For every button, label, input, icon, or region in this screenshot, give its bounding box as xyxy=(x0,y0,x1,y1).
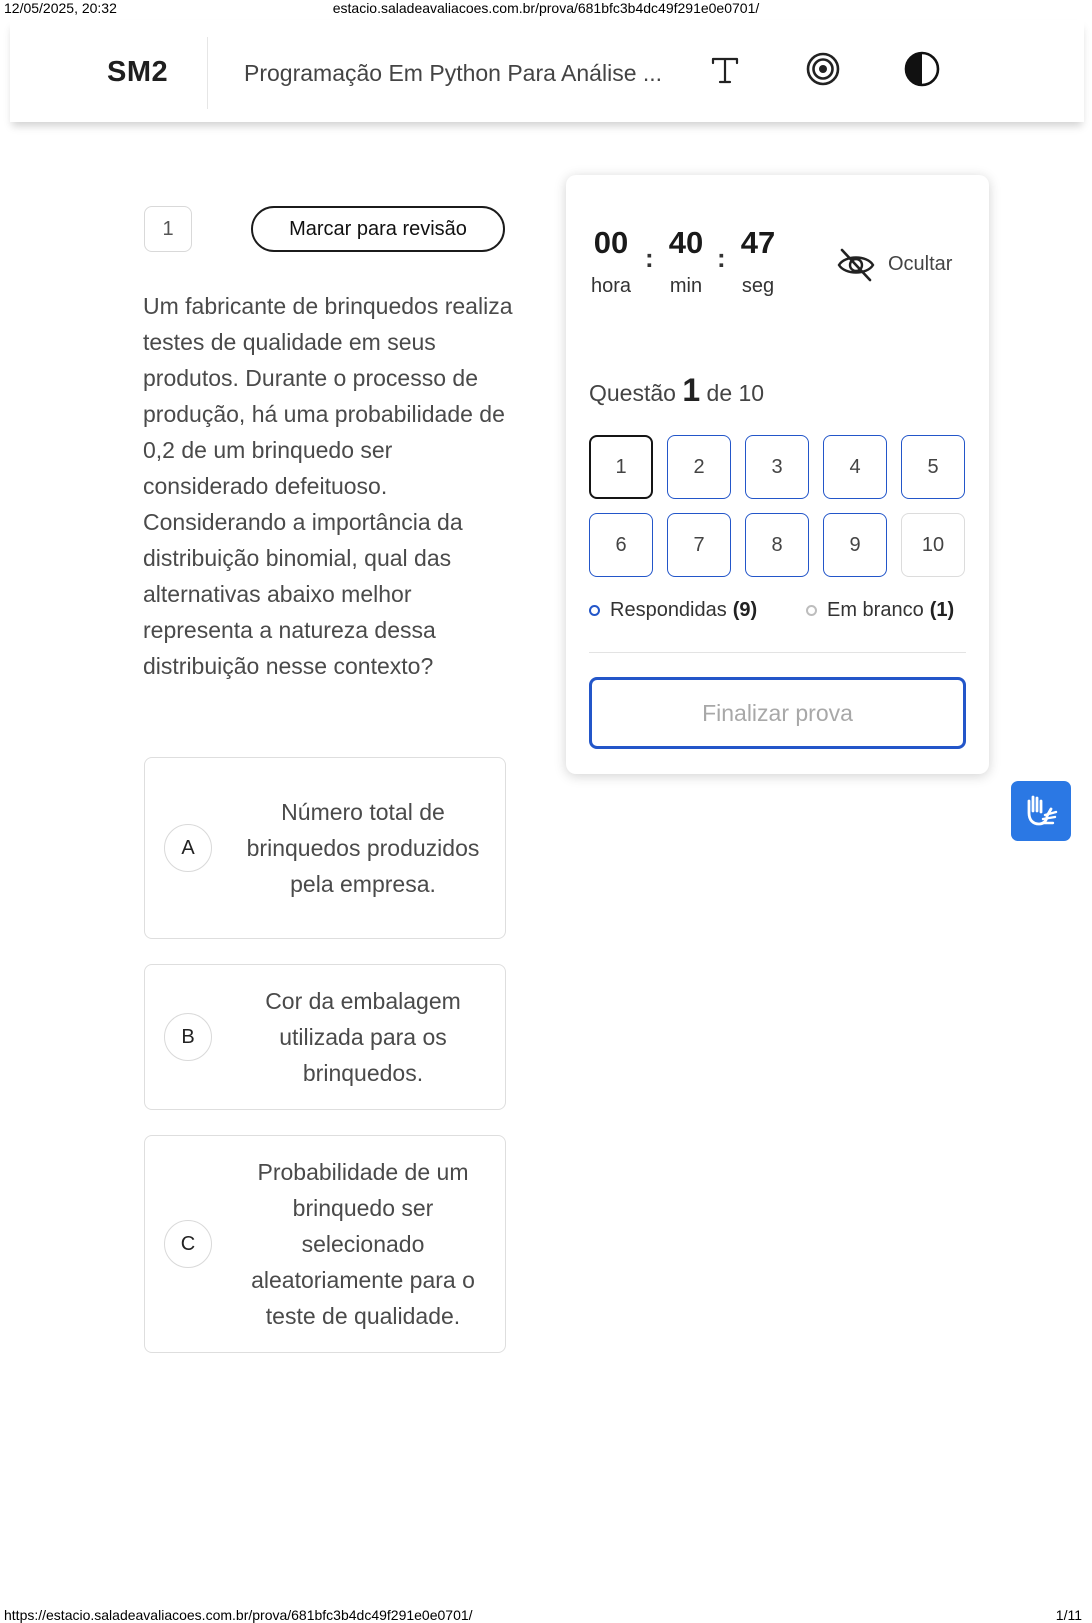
question-nav-button[interactable]: 1 xyxy=(589,435,653,499)
blank-dot-icon xyxy=(806,605,817,616)
legend-answered xyxy=(589,599,757,622)
legend-answered-label: Respondidas xyxy=(610,599,727,621)
legend-blank-count: (1) xyxy=(929,599,955,621)
brand-logo[interactable]: SM2 xyxy=(107,56,169,88)
legend-answered-count: (9) xyxy=(732,599,758,621)
sign-language-button[interactable] xyxy=(1011,781,1071,841)
hide-timer-toggle[interactable] xyxy=(836,245,966,285)
question-nav-button[interactable]: 8 xyxy=(745,513,809,577)
print-header xyxy=(0,0,1092,16)
question-nav-button[interactable]: 9 xyxy=(823,513,887,577)
panel-divider xyxy=(589,652,966,653)
mark-for-review-button[interactable]: Marcar para revisão xyxy=(251,206,505,252)
question-nav-button[interactable]: 4 xyxy=(823,435,887,499)
question-progress-suffix: de 10 xyxy=(706,380,765,406)
print-footer-url: https://estacio.saladeavaliacoes.com.br/prova/681bfc3b4dc49f291e0e0701/ xyxy=(4,1607,473,1623)
finish-exam-button[interactable]: Finalizar prova xyxy=(589,677,966,749)
hide-timer-label: Ocultar xyxy=(888,253,953,275)
text-size-icon[interactable] xyxy=(706,50,744,88)
question-nav-button[interactable]: 7 xyxy=(667,513,731,577)
timer-hours: 00 xyxy=(593,225,629,260)
timer-minutes-label: min xyxy=(669,275,703,297)
timer-hours-label: hora xyxy=(590,275,632,297)
option-text: Probabilidade de um brinquedo ser selecionado aleatoriamente para o teste de qualidade. xyxy=(251,1159,475,1329)
answered-dot-icon xyxy=(589,605,600,616)
option-letter: B xyxy=(164,1013,212,1061)
question-nav-button[interactable]: 2 xyxy=(667,435,731,499)
target-icon[interactable] xyxy=(804,50,842,88)
timer-separator: : xyxy=(717,243,726,273)
option-letter: A xyxy=(164,824,212,872)
question-nav-button[interactable]: 5 xyxy=(901,435,965,499)
question-statement: Um fabricante de brinquedos realiza testes de qualidade em seus produtos. Durante o processo de produção, há uma probabilidade de 0,2 de um brinquedo ser considerado defeituoso. Considerando a importância da distribuição binomial, qual das alternativas abaixo melhor representa a natureza dessa distribuição nesse contexto? xyxy=(143,293,513,679)
legend-blank xyxy=(806,599,954,622)
option-c[interactable] xyxy=(144,1135,506,1353)
option-b[interactable] xyxy=(144,964,506,1110)
question-progress-current: 1 xyxy=(682,372,701,408)
contrast-icon[interactable] xyxy=(903,50,941,88)
eye-off-icon xyxy=(836,245,876,290)
timer-minutes: 40 xyxy=(668,225,704,260)
course-title: Programação Em Python Para Análise ... xyxy=(244,60,663,86)
question-nav-button[interactable]: 10 xyxy=(901,513,965,577)
question-progress-prefix: Questão xyxy=(589,380,676,406)
app-header xyxy=(10,20,1084,122)
timer-separator: : xyxy=(645,243,654,273)
print-url: estacio.saladeavaliacoes.com.br/prova/681bfc3b4dc49f291e0e0701/ xyxy=(332,0,760,16)
legend-blank-label: Em branco xyxy=(827,599,924,621)
print-footer xyxy=(0,1605,1092,1623)
timer-seconds: 47 xyxy=(740,225,776,260)
question-nav-button[interactable]: 3 xyxy=(745,435,809,499)
print-page-number: 1/11 xyxy=(1055,1607,1082,1623)
sign-language-hands-icon xyxy=(1021,789,1061,834)
option-text: Número total de brinquedos produzidos pela empresa. xyxy=(246,799,480,897)
option-text: Cor da embalagem utilizada para os brinquedos. xyxy=(265,988,461,1086)
option-letter: C xyxy=(164,1220,212,1268)
header-divider xyxy=(207,37,208,109)
option-a[interactable] xyxy=(144,757,506,939)
question-nav-button[interactable]: 6 xyxy=(589,513,653,577)
exam-side-panel xyxy=(566,175,989,774)
print-datetime: 12/05/2025, 20:32 xyxy=(4,0,117,16)
timer-seconds-label: seg xyxy=(741,275,775,297)
question-number-badge: 1 xyxy=(144,206,192,252)
question-progress xyxy=(589,372,764,409)
